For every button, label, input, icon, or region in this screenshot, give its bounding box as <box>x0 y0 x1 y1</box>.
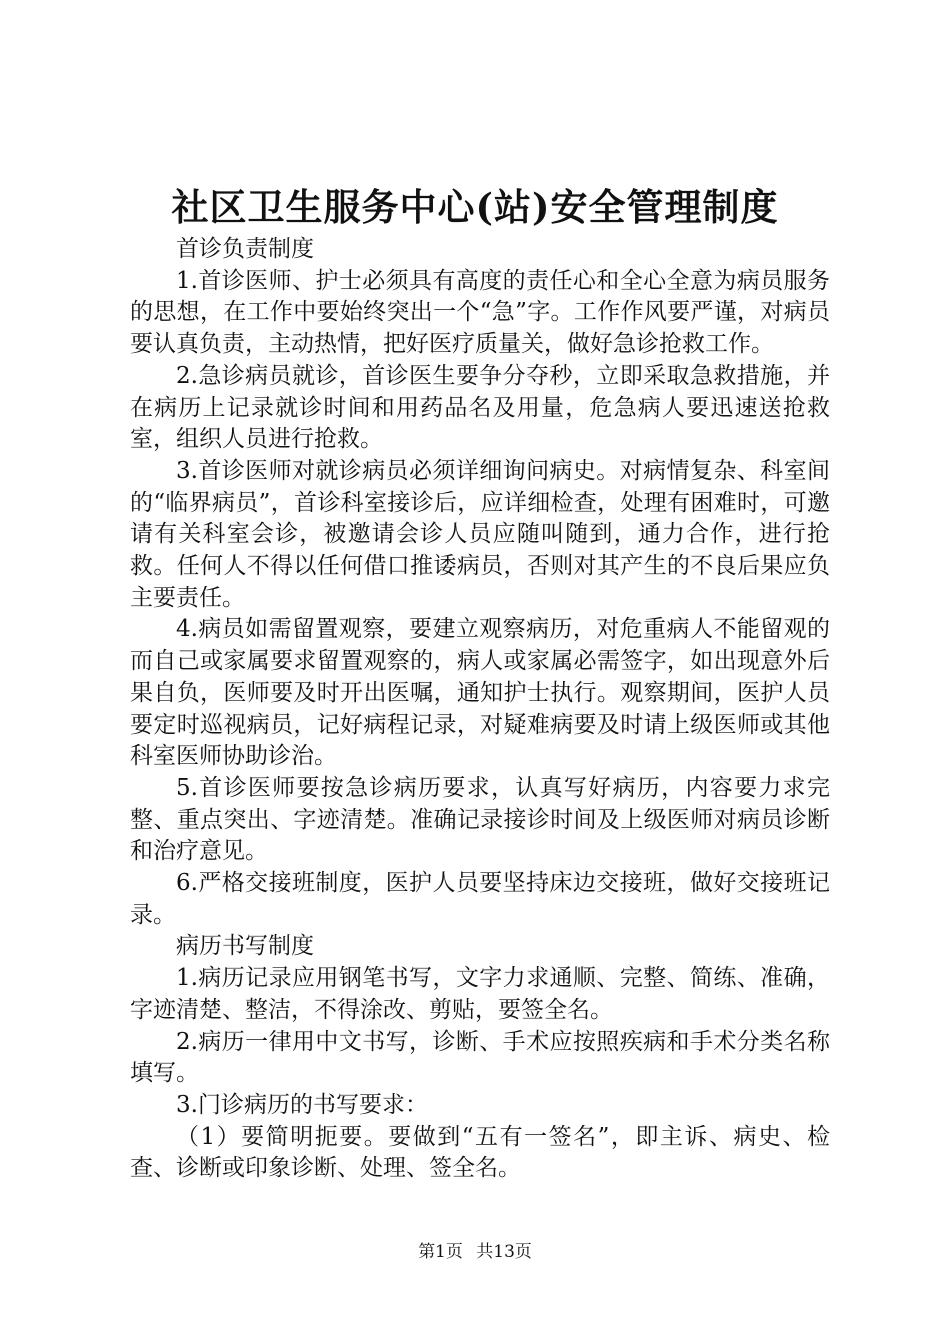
document-body <box>130 234 830 1185</box>
section-heading: 病历书写制度 <box>176 933 314 960</box>
document-title: 社区卫生服务中心(站)安全管理制度 <box>171 185 779 229</box>
page-number: 第1页 <box>418 1242 463 1262</box>
paragraph: 3.门诊病历的书写要求： <box>176 1091 428 1118</box>
paragraph: 5.首诊医师要按急诊病历要求，认真写好病历，内容要力求完整、重点突出、字迹清楚。准确记录接诊时间及上级医师对病员诊断和治疗意见。 <box>130 774 830 865</box>
paragraph: 6.严格交接班制度，医护人员要坚持床边交接班，做好交接班记录。 <box>130 870 830 928</box>
paragraph: 1.病历记录应用钢笔书写，文字力求通顺、完整、简练、准确，字迹清楚、整洁，不得涂改、剪贴，要签全名。 <box>130 965 830 1023</box>
paragraph: （1）要简明扼要。要做到“五有一签名”，即主诉、病史、检查、诊断或印象诊断、处理、签全名。 <box>130 1123 830 1182</box>
paragraph: 1.首诊医师、护士必须具有高度的责任心和全心全意为病员服务的思想，在工作中要始终突出一个“急”字。工作作风要严谨，对病员要认真负责，主动热情，把好医疗质量关，做好急诊抢救工作。 <box>130 267 830 358</box>
paragraph: 3.首诊医师对就诊病员必须详细询问病史。对病情复杂、科室间的“临界病员”，首诊科室接诊后，应详细检查，处理有困难时，可邀请有关科室会诊，被邀请会诊人员应随叫随到，通力合作，进行抢救。任何人不得以任何借口推诿病员，否则对其产生的不良后果应负主要责任。 <box>130 457 830 611</box>
page-footer <box>0 1241 950 1263</box>
page-total: 共13页 <box>476 1242 532 1262</box>
paragraph: 2.急诊病员就诊，首诊医生要争分夺秒，立即采取急救措施，并在病历上记录就诊时间和用药品名及用量，危急病人要迅速送抢救室，组织人员进行抢救。 <box>130 362 830 453</box>
paragraph: 2.病历一律用中文书写，诊断、手术应按照疾病和手术分类名称填写。 <box>130 1028 830 1087</box>
section-heading: 首诊负责制度 <box>176 236 314 262</box>
paragraph: 4.病员如需留置观察，要建立观察病历，对危重病人不能留观的而自己或家属要求留置观察的，病人或家属必需签字，如出现意外后果自负，医师要及时开出医嘱，通知护士执行。观察期间，医护人员要定时巡视病员，记好病程记录，对疑难病要及时请上级医师或其他科室医师协助诊治。 <box>130 616 830 770</box>
